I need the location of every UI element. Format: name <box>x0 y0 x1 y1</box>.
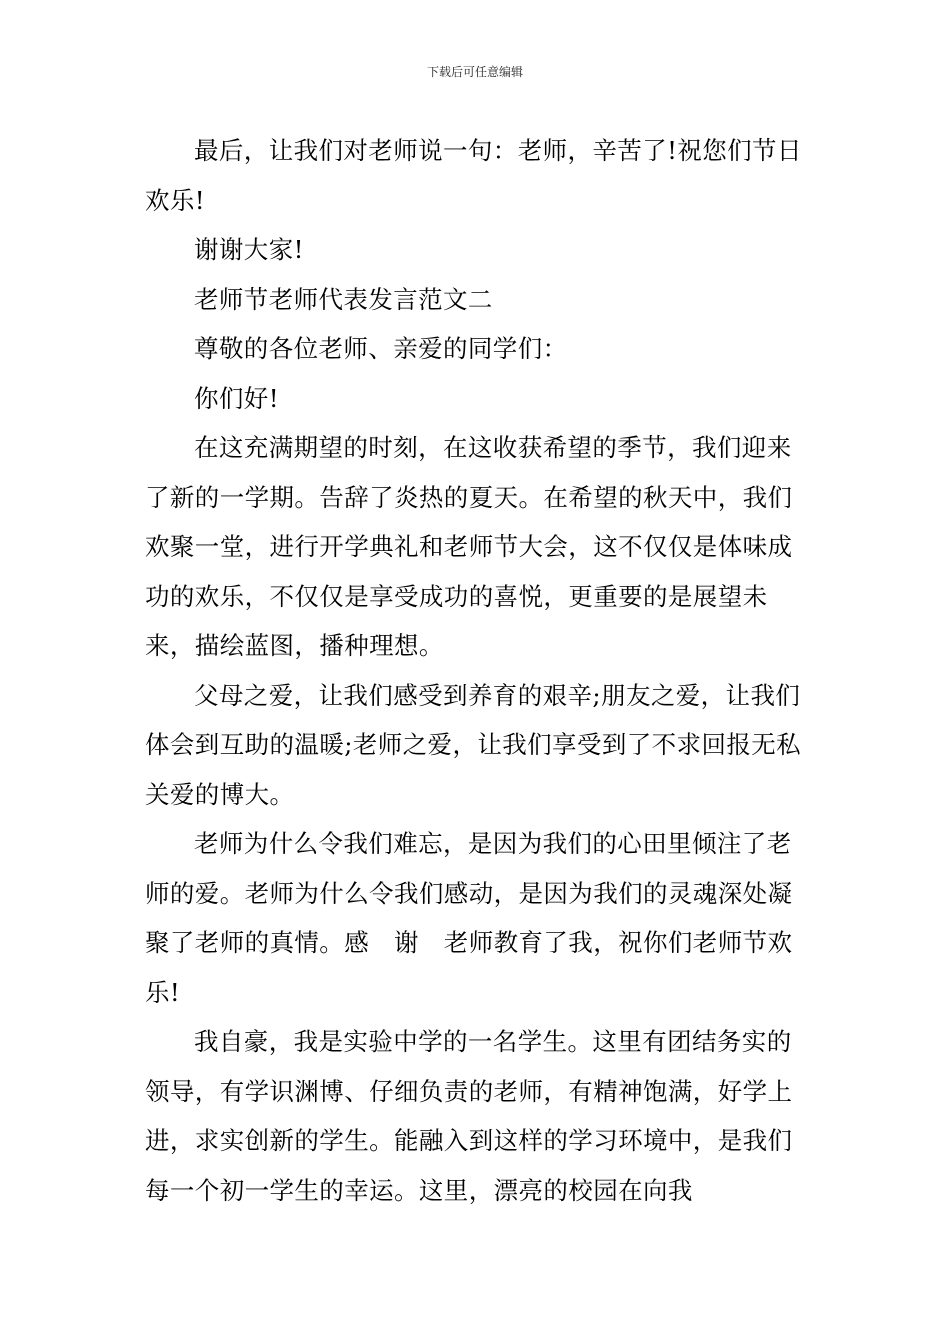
paragraph-salutation: 尊敬的各位老师、亲爱的同学们： <box>194 334 568 363</box>
section-title: 老师节老师代表发言范文二 <box>194 284 493 314</box>
paragraph-greeting: 你们好! <box>194 383 279 413</box>
paragraph-school-pride: 我自豪，我是实验中学的一名学生。这里有团结务实的领导，有学识渊博、仔细负责的老师，有精神饱满，好学上进，求实创新的学生。能融入到这样的学习环境中，是我们每一个初一学生的幸运。这里，漂亮的校园在向我 <box>145 1027 793 1205</box>
page-header: 下载后可任意编辑 <box>426 65 523 79</box>
paragraph-love: 父母之爱，让我们感受到养育的艰辛;朋友之爱，让我们体会到互助的温暖;老师之爱，让我们享受到了不求回报无私关爱的博大。 <box>145 680 802 809</box>
paragraph-closing-wish: 最后，让我们对老师说一句：老师，辛苦了!祝您们节日欢乐! <box>145 136 802 215</box>
paragraph-thanks: 谢谢大家! <box>194 235 304 264</box>
paragraph-new-semester: 在这充满期望的时刻，在这收获希望的季节，我们迎来了新的一学期。告辞了炎热的夏天。在希望的秋天中，我们欢聚一堂，进行开学典礼和老师节大会，这不仅仅是体味成功的欢乐，不仅仅是享受成功的喜悦，更重要的是展望未来，描绘蓝图，播种理想。 <box>145 433 793 660</box>
paragraph-teachers: 老师为什么令我们难忘，是因为我们的心田里倾注了老师的爱。老师为什么令我们感动，是因为我们的灵魂深处凝聚了老师的真情。感 谢 老师教育了我，祝你们老师节欢乐! <box>145 829 793 1007</box>
document-body <box>145 126 810 1215</box>
